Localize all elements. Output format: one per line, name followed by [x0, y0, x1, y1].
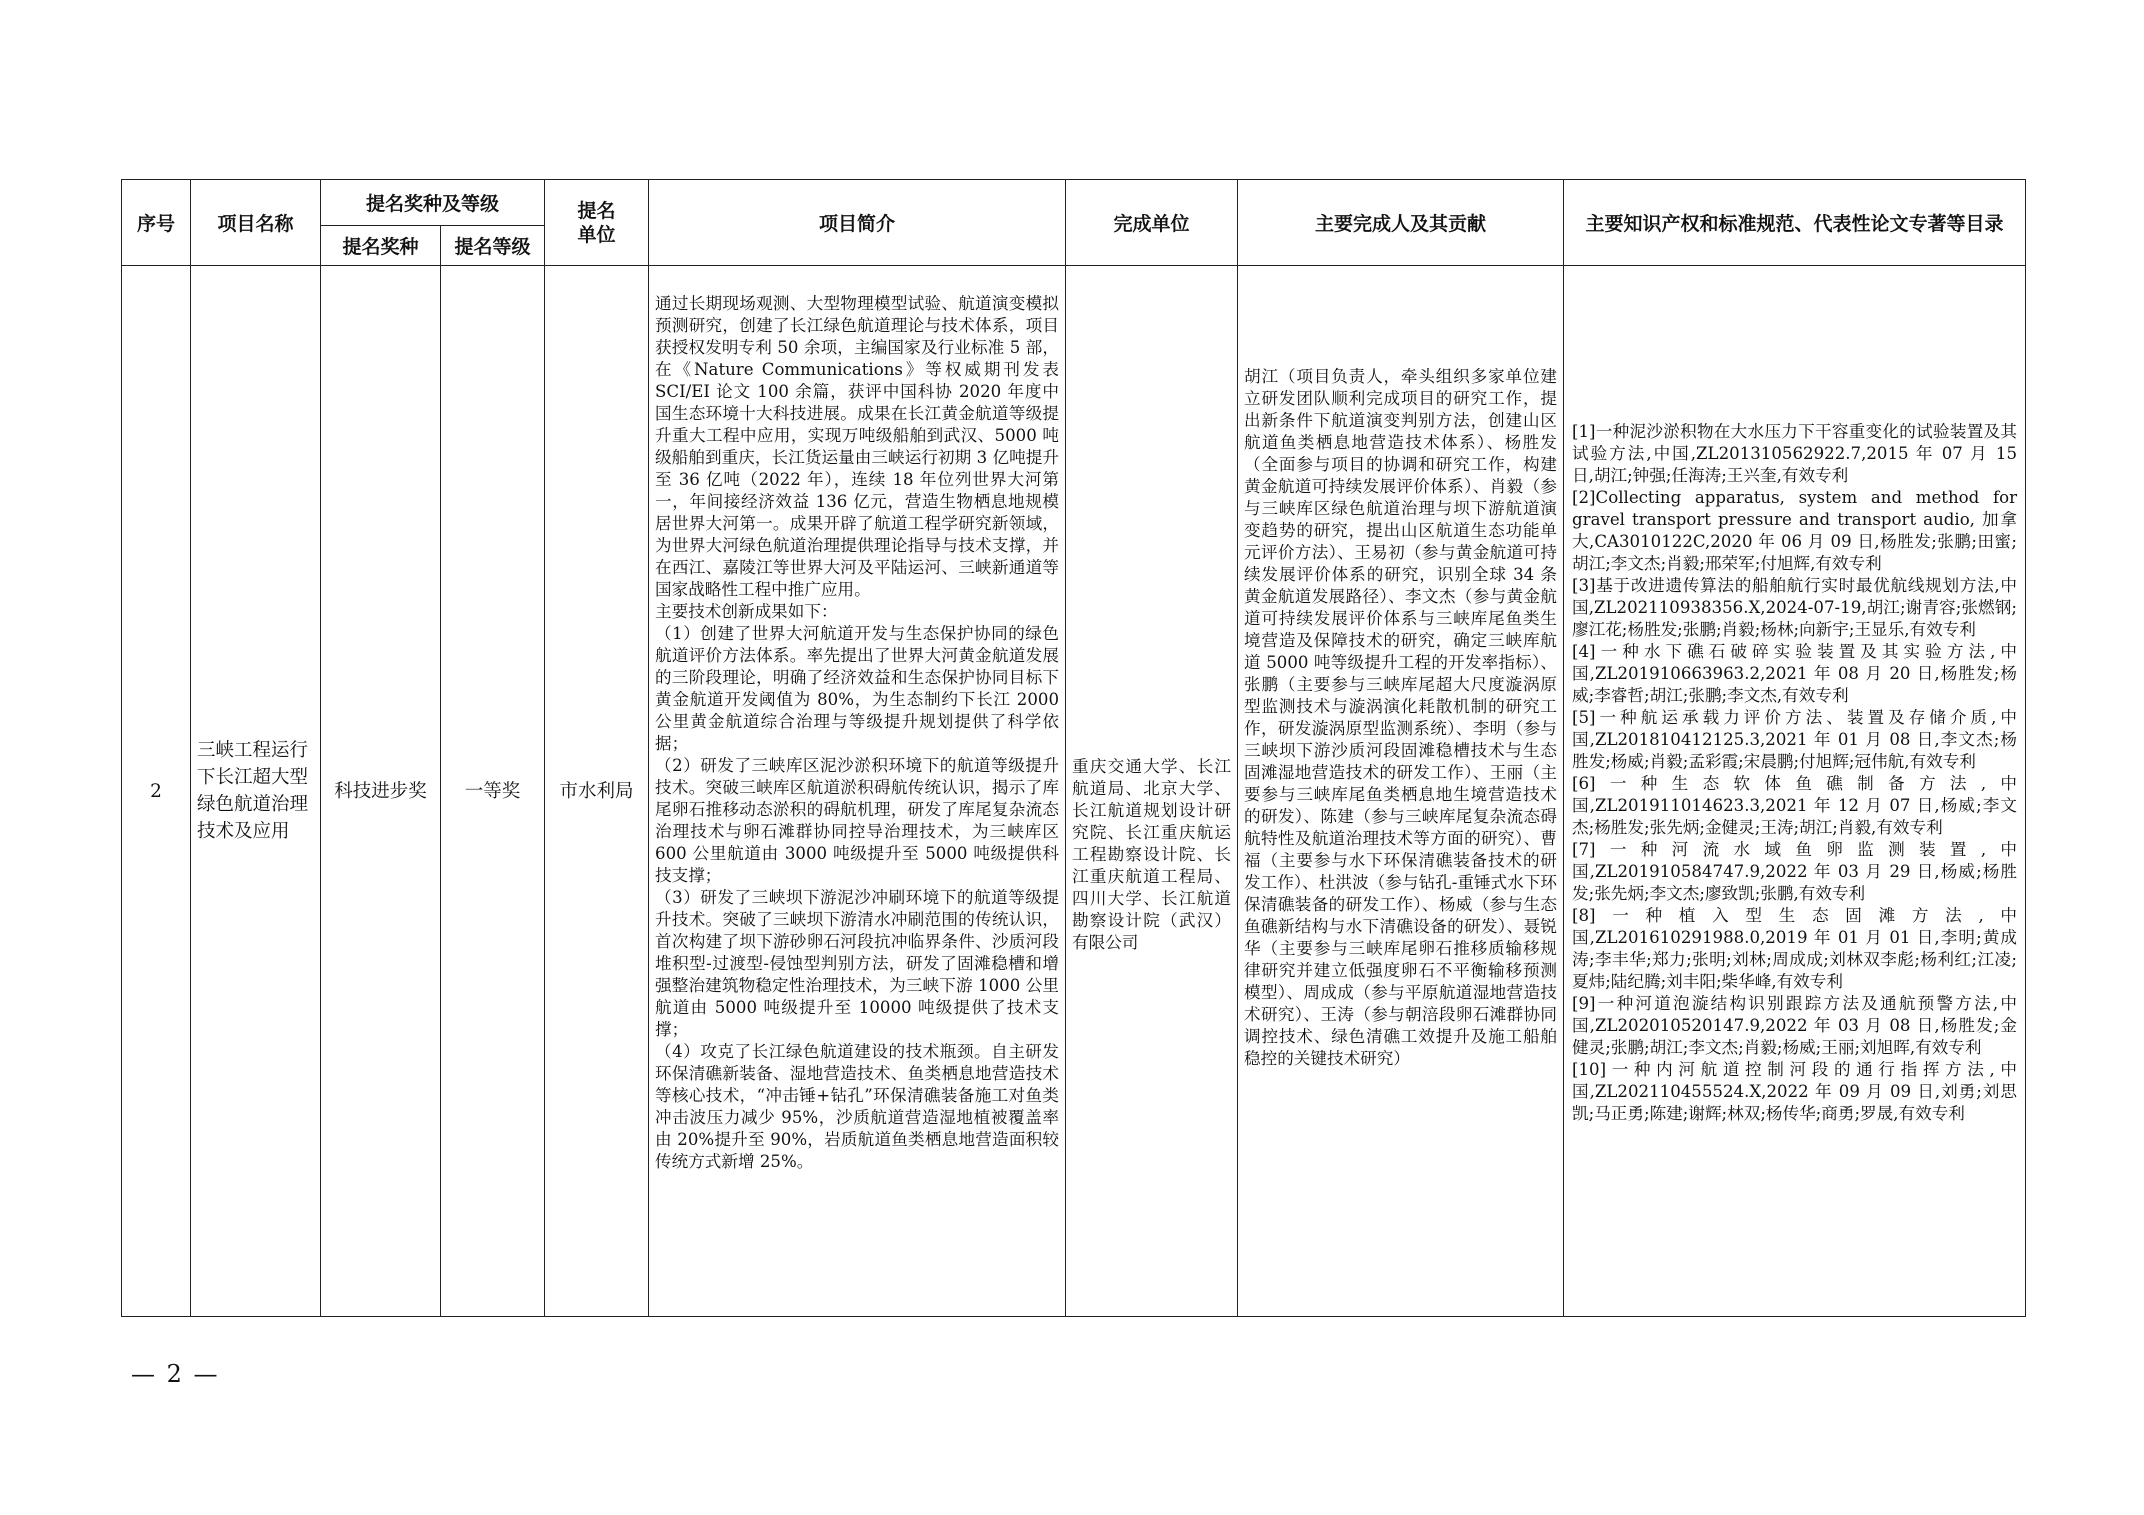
ip-item: [4]一种水下礁石破碎实验装置及其实验方法,中国,ZL201910663963.2,2021 年 08 月 20 日,杨胜发;杨威;李睿哲;胡江;张鹏;李文杰,有效专利	[1572, 642, 2018, 705]
ip-item: [9]一种河道泡漩结构识别跟踪方法及通航预警方法,中国,ZL202010520147.9,2022 年 03 月 08 日,杨胜发;金健灵;张鹏;胡江;李文杰;肖毅;杨威;王丽;刘旭晖,有效专利	[1572, 994, 2018, 1057]
ip-item: [1]一种泥沙淤积物在大水压力下干容重变化的试验装置及其试验方法,中国,ZL201310562922.7,2015 年 07 月 15 日,胡江;钟强;任海涛;王兴奎,有效专利	[1572, 422, 2018, 485]
header-award-type: 提名奖种	[321, 226, 441, 266]
ip-item: [2]Collecting apparatus, system and method for gravel transport pressure and transport audio, 加拿大,CA3010122C,2020 年 06 月 09 日,杨胜发;张鹏;田蜜;胡江;李文杰;肖毅;邢荣军;付旭辉,有效专利	[1572, 488, 2018, 573]
ip-item: [5]一种航运承载力评价方法、装置及存储介质,中国,ZL201810412125.3,2021 年 01 月 08 日,李文杰;杨胜发;杨威;肖毅;孟彩霞;宋晨鹏;付旭辉;冠伟航,有效专利	[1572, 708, 2018, 771]
header-seq: 序号	[122, 180, 191, 266]
nomination-table	[121, 179, 2026, 1317]
header-units: 完成单位	[1066, 180, 1238, 266]
header-ip: 主要知识产权和标准规范、代表性论文专著等目录	[1564, 180, 2026, 266]
cell-seq: 2	[122, 266, 191, 1317]
cell-project-name: 三峡工程运行下长江超大型绿色航道治理技术及应用	[191, 266, 321, 1317]
cell-intro	[649, 266, 1066, 1317]
header-project-name: 项目名称	[191, 180, 321, 266]
cell-units: 重庆交通大学、长江航道局、北京大学、长江航道规划设计研究院、长江重庆航运工程勘察设计院、长江重庆航道工程局、四川大学、长江航道勘察设计院（武汉）有限公司	[1066, 266, 1238, 1317]
header-nominator: 提名 单位	[545, 180, 649, 266]
ip-item: [7]一种河流水域鱼卵监测装置,中国,ZL201910584747.9,2022 年 03 月 29 日,杨威;杨胜发;张先炳;李文杰;廖致凯;张鹏,有效专利	[1572, 840, 2018, 903]
header-intro: 项目简介	[649, 180, 1066, 266]
cell-persons: 胡江（项目负责人，牵头组织多家单位建立研发团队顺利完成项目的研究工作，提出新条件下航道演变判别方法，创建山区航道鱼类栖息地营造技术体系）、杨胜发（全面参与项目的协调和研究工作，构建黄金航道可持续发展评价体系）、肖毅（参与三峡库区绿色航道治理与坝下游航道演变趋势的研究，提出山区航道生态功能单元评价方法）、王易初（参与黄金航道可持续发展评价体系的研究，识别全球 34 条黄金航道发展路径）、李文杰（参与黄金航道可持续发展评价体系与三峡库尾鱼类生境营造及保障技术的研究，确定三峡库航道 5000 吨等级提升工程的开发率指标）、张鹏（主要参与三峡库尾超大尺度漩涡原型监测技术与漩涡演化耗散机制的研究工作，研发漩涡原型监测系统）、李明（参与三峡坝下游沙质河段固滩稳槽技术与生态固滩湿地营造技术的研发工作）、王丽（主要参与三峡库尾鱼类栖息地生境营造技术的研发）、陈建（参与三峡库尾复杂流态碍航特性及航道治理技术等方面的研究）、曹福（主要参与水下环保清礁装备技术的研发工作）、杜洪波（参与钻孔-重锤式水下环保清礁装备的研发工作）、杨威（参与生态鱼礁新结构与水下清礁设备的研发）、聂锐华（主要参与三峡库尾卵石推移质输移规律研究并建立低强度卵石不平衡输移预测模型）、周成成（参与平原航道湿地营造技术研究）、王涛（参与朝涪段卵石滩群协同调控技术、绿色清礁工效提升及施工船舶稳控的关键技术研究）	[1238, 266, 1564, 1317]
ip-item: [3]基于改进遗传算法的船舶航行实时最优航线规划方法,中国,ZL202110938356.X,2024-07-19,胡江;谢青容;张燃钢;廖江花;杨胜发;张鹏;肖毅;杨林;向新宇;王显乐,有效专利	[1572, 576, 2018, 639]
cell-award-type: 科技进步奖	[321, 266, 441, 1317]
cell-ip	[1564, 266, 2026, 1317]
table-row	[122, 266, 2026, 1317]
cell-nominator: 市水利局	[545, 266, 649, 1317]
page-number: — 2 —	[131, 1360, 220, 1388]
header-award-group: 提名奖种及等级	[321, 180, 545, 226]
header-award-level: 提名等级	[441, 226, 545, 266]
cell-award-level: 一等奖	[441, 266, 545, 1317]
ip-item: [6]一种生态软体鱼礁制备方法,中国,ZL201911014623.3,2021 年 12 月 07 日,杨威;李文杰;杨胜发;张先炳;金健灵;王涛;胡江;肖毅,有效专利	[1572, 774, 2018, 837]
intro-text: 通过长期现场观测、大型物理模型试验、航道演变模拟预测研究，创建了长江绿色航道理论与技术体系，项目获授权发明专利 50 余项，主编国家及行业标准 5 部，在《Nature Communications》等权威期刊发表 SCI/EI 论文 100 余篇，获评中国科协 2020 年度中国生态环境十大科技进展。成果在长江黄金航道等级提升重大工程中应用，实现万吨级船舶到武汉、5000 吨级船舶到重庆，长江货运量由三峡运行初期 3 亿吨提升至 36 亿吨（2022 年），连续 18 年位列世界大河第一，年间接经济效益 136 亿元，营造生物栖息地规模居世界大河第一。成果开辟了航道工程学研究新领域，为世界大河绿色航道治理提供理论指导与技术支撑，并在西江、嘉陵江等世界大河及平陆运河、三峡新通道等国家战略性工程中推广应用。 主要技术创新成果如下： （1）创建了世界大河航道开发与生态保护协同的绿色航道评价方法体系。率先提出了世界大河黄金航道发展的三阶段理论，明确了经济效益和生态保护协同目标下黄金航道开发阈值为 80%，为生态制约下长江 2000 公里黄金航道综合治理与等级提升规划提供了科学依据； （2）研发了三峡库区泥沙淤积环境下的航道等级提升技术。突破三峡库区航道淤积碍航传统认识，揭示了库尾卵石推移动态淤积的碍航机理，研发了库尾复杂流态治理技术与卵石滩群协同控导治理技术，为三峡库区 600 公里航道由 3000 吨级提升至 5000 吨级提供科技支撑； （3）研发了三峡坝下游泥沙冲刷环境下的航道等级提升技术。突破了三峡坝下游清水冲刷范围的传统认识，首次构建了坝下游砂卵石河段抗冲临界条件、沙质河段堆积型-过渡型-侵蚀型判别方法，研发了固滩稳槽和增强整治建筑物稳定性治理技术，为三峡下游 1000 公里航道由 5000 吨级提升至 10000 吨级提供了技术支撑； （4）攻克了长江绿色航道建设的技术瓶颈。自主研发环保清礁新装备、湿地营造技术、鱼类栖息地营造技术等核心技术，“冲击锤+钻孔”环保清礁装备施工对鱼类冲击波压力减少 95%，沙质航道营造湿地植被覆盖率由 20%提升至 90%，岩质航道鱼类栖息地营造面积较传统方式新增 25%。	[655, 294, 1060, 1171]
ip-item: [10]一种内河航道控制河段的通行指挥方法,中国,ZL202110455524.X,2022 年 09 月 09 日,刘勇;刘思凯;马正勇;陈建;谢辉;林双;杨传华;商勇;罗晟,有效专利	[1572, 1060, 2018, 1123]
ip-item: [8]一种植入型生态固滩方法,中国,ZL201610291988.0,2019 年 01 月 01 日,李明;黄成涛;李丰华;郑力;张明;刘林;周成成;刘林双李彪;杨利红;江凌;夏炜;陆纪腾;刘丰阳;柴华峰,有效专利	[1572, 906, 2018, 991]
header-persons: 主要完成人及其贡献	[1238, 180, 1564, 266]
